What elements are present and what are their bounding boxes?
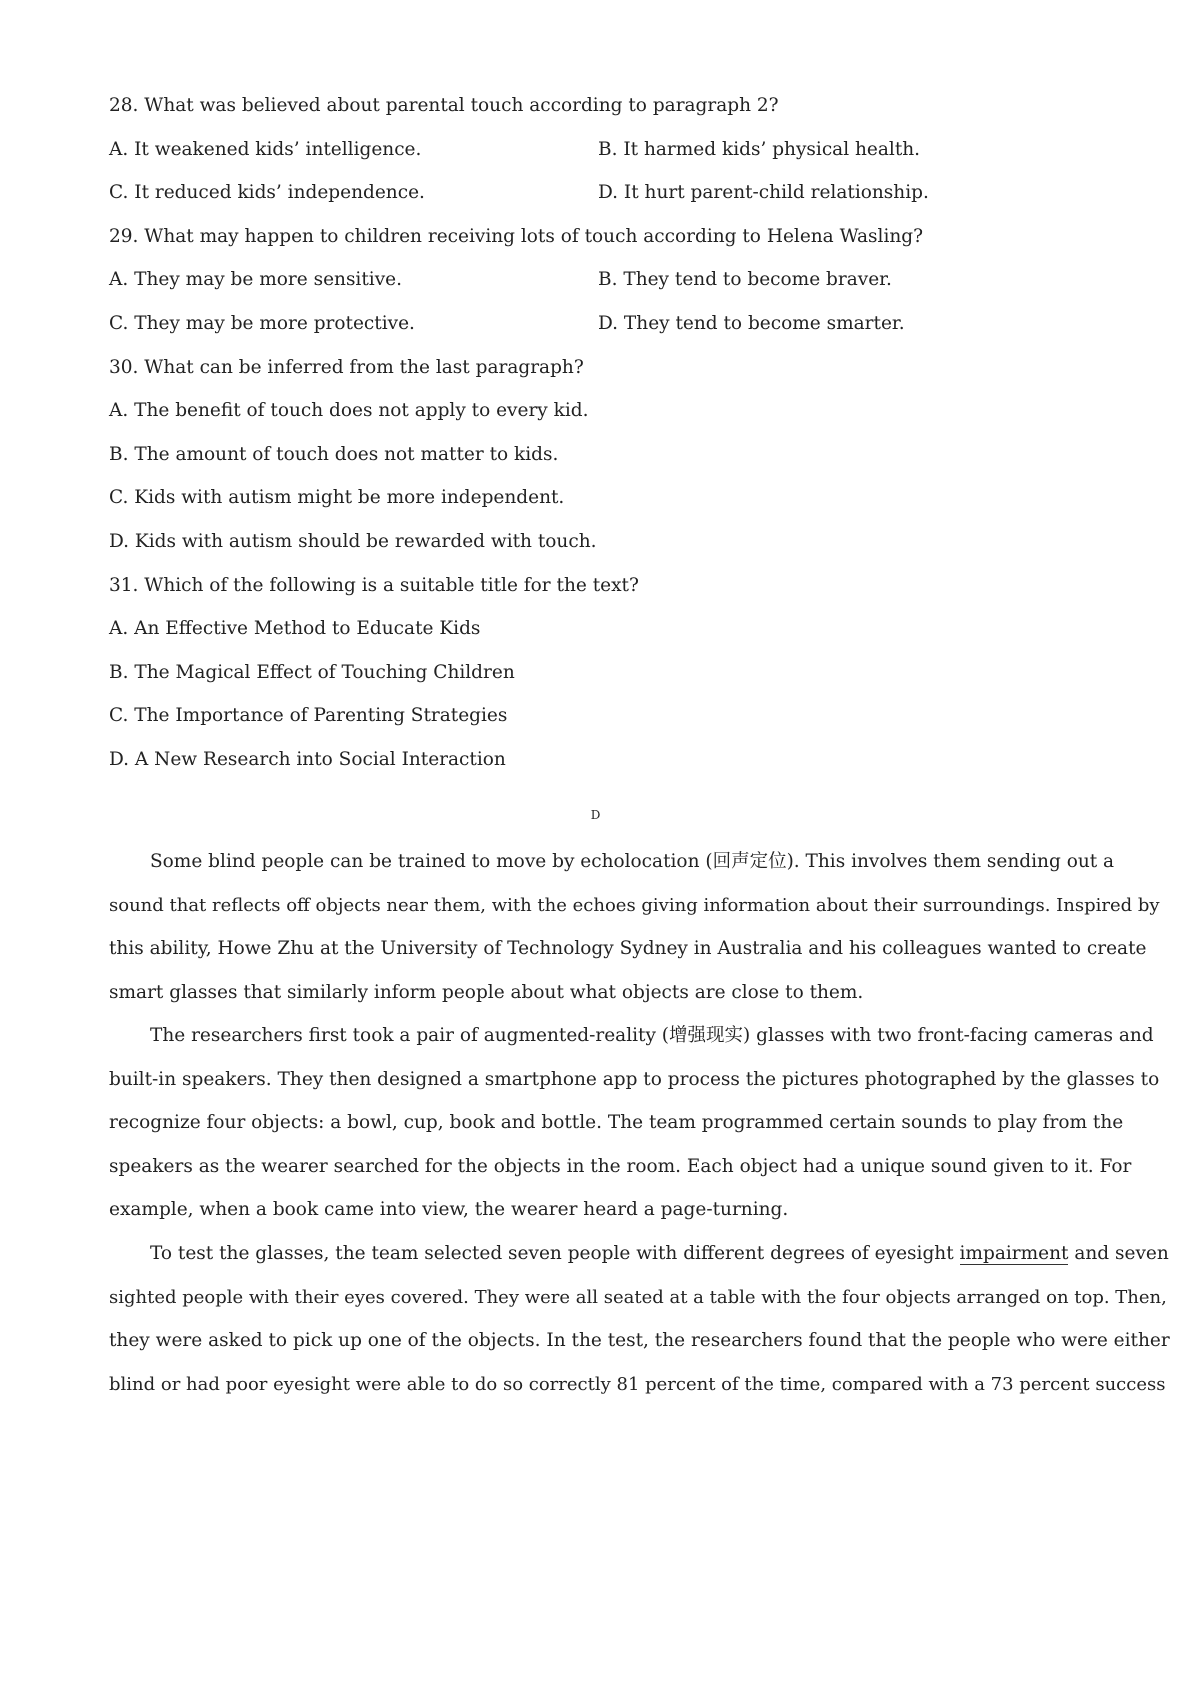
question-30-option-a: A. The benefit of touch does not apply to every kid.	[109, 400, 589, 421]
question-29-option-d: D. They tend to become smarter.	[598, 313, 905, 334]
passage-line: recognize four objects: a bowl, cup, book and bottle. The team programmed certain sounds to play from the	[109, 1112, 1124, 1133]
passage-line: they were asked to pick up one of the objects. In the test, the researchers found that the people who were either	[109, 1330, 1170, 1351]
question-29-option-c: C. They may be more protective.	[109, 313, 415, 334]
passage-line: built-in speakers. They then designed a smartphone app to process the pictures photographed by the glasses to	[109, 1069, 1160, 1090]
passage-line: this ability, Howe Zhu at the University of Technology Sydney in Australia and his colleagues wanted to create	[109, 938, 1147, 959]
question-31-option-a: A. An Effective Method to Educate Kids	[109, 618, 481, 639]
passage-line: Some blind people can be trained to move by echolocation (回声定位). This involves them sending out a	[150, 851, 1115, 872]
question-28-option-b: B. It harmed kids’ physical health.	[598, 139, 921, 160]
question-30-option-c: C. Kids with autism might be more independent.	[109, 487, 565, 508]
question-28-option-a: A. It weakened kids’ intelligence.	[109, 139, 422, 160]
passage-line: example, when a book came into view, the wearer heard a page-turning.	[109, 1199, 789, 1220]
question-29-stem: 29. What may happen to children receiving lots of touch according to Helena Wasling?	[109, 226, 924, 247]
passage-line: The researchers first took a pair of augmented-reality (增强现实) glasses with two front-facing cameras and	[150, 1025, 1154, 1046]
question-31-option-d: D. A New Research into Social Interaction	[109, 749, 506, 770]
passage-line: smart glasses that similarly inform people about what objects are close to them.	[109, 982, 864, 1003]
passage-line: speakers as the wearer searched for the objects in the room. Each object had a unique sound given to it. For	[109, 1156, 1132, 1177]
question-28-option-c: C. It reduced kids’ independence.	[109, 182, 425, 203]
passage-line	[150, 1242, 1169, 1266]
passage-line: blind or had poor eyesight were able to do so correctly 81 percent of the time, compared with a 73 percent success	[109, 1374, 1166, 1395]
question-29-option-b: B. They tend to become braver.	[598, 269, 892, 290]
question-30-option-b: B. The amount of touch does not matter to kids.	[109, 444, 559, 465]
question-28-stem: 28. What was believed about parental touch according to paragraph 2?	[109, 95, 779, 116]
question-31-option-b: B. The Magical Effect of Touching Children	[109, 662, 515, 683]
question-31-option-c: C. The Importance of Parenting Strategies	[109, 705, 508, 726]
question-30-option-d: D. Kids with autism should be rewarded with touch.	[109, 531, 597, 552]
passage-line: sound that reflects off objects near them, with the echoes giving information about their surroundings. Inspired by	[109, 895, 1160, 916]
underlined-word: impairment	[959, 1243, 1069, 1264]
question-31-stem: 31. Which of the following is a suitable title for the text?	[109, 575, 639, 596]
question-29-option-a: A. They may be more sensitive.	[109, 269, 402, 290]
section-heading: D	[590, 808, 601, 822]
passage-line: sighted people with their eyes covered. They were all seated at a table with the four objects arranged on top. Then,	[109, 1287, 1167, 1308]
passage-text: and seven	[1068, 1243, 1169, 1264]
question-30-stem: 30. What can be inferred from the last paragraph?	[109, 357, 584, 378]
question-28-option-d: D. It hurt parent-child relationship.	[598, 182, 929, 203]
passage-text: To test the glasses, the team selected seven people with different degrees of eyesight	[150, 1243, 960, 1264]
